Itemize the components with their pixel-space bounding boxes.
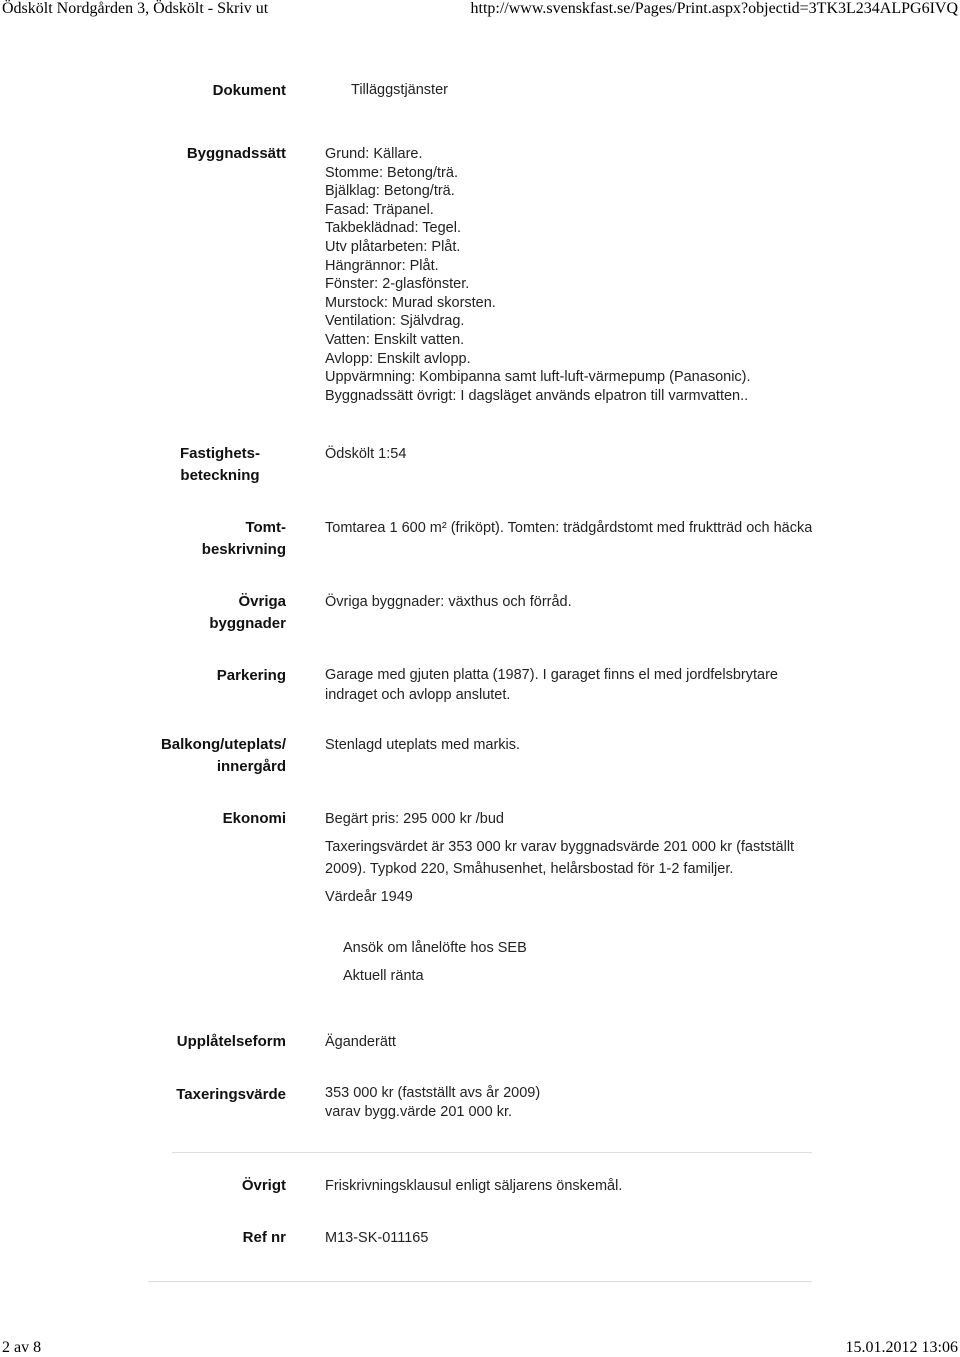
ovriga-byggnader-value: Övriga byggnader: växthus och förråd.	[325, 594, 572, 610]
byggnadssatt-line: Vatten: Enskilt vatten.	[325, 331, 465, 348]
byggnadssatt-line: Avlopp: Enskilt avlopp.	[325, 350, 471, 367]
label-ref-nr: Ref nr	[242, 1229, 286, 1246]
balkong-value: Stenlagd uteplats med markis.	[325, 737, 521, 753]
label-balkong: Balkong/uteplats/ innergård	[160, 736, 286, 775]
byggnadssatt-line: Takbeklädnad: Tegel.	[325, 220, 461, 237]
label-ekonomi: Ekonomi	[222, 810, 286, 827]
taxeringsvarde-line: 353 000 kr (fastställt avs år 2009)	[325, 1085, 541, 1101]
label-ovriga-byggnader: Övriga byggnader	[209, 593, 286, 632]
parkering-line: Garage med gjuten platta (1987). I garaget finns el med jordfelsbrytare	[325, 667, 778, 683]
ekonomi-details	[325, 808, 815, 908]
byggnadssatt-line: Stomme: Betong/trä.	[325, 164, 458, 181]
byggnadssatt-line: Grund: Källare.	[325, 146, 423, 162]
byggnadssatt-line: Uppvärmning: Kombipanna samt luft-luft-värmepump (Panasonic).	[325, 369, 751, 386]
parkering-line: indraget och avlopp anslutet.	[325, 687, 511, 703]
label-parkering: Parkering	[216, 667, 286, 684]
upplatelseform-value: Äganderätt	[325, 1034, 396, 1050]
taxeringsvarde-line: varav bygg.värde 201 000 kr.	[325, 1104, 513, 1120]
taxering-text: Taxeringsvärdet är 353 000 kr varav byggnadsvärde 201 000 kr (fastställt	[325, 839, 795, 855]
print-page-url: http://www.svenskfast.se/Pages/Print.aspx?objectid=3TK3L234ALPG6IVQ	[470, 0, 958, 17]
label-dokument: Dokument	[212, 82, 286, 99]
print-page-title: Ödskölt Nordgården 3, Ödskölt - Skriv ut	[2, 0, 269, 17]
fastighetsbeteckning-value: Ödsköl​t 1:54	[325, 446, 407, 462]
begart-pris: Begärt pris: 295 000 kr /bud	[325, 811, 504, 827]
divider	[148, 1281, 812, 1282]
vardear: Värdeår 1949	[325, 889, 413, 905]
ansok-lanelofte-link[interactable]: Ansök om lånelöfte hos SEB	[343, 940, 527, 956]
page-number: 2 av 8	[2, 1339, 42, 1356]
byggnadssatt-line: Hängrännor: Plåt.	[325, 257, 439, 274]
aktuell-ranta-link[interactable]: Aktuell ränta	[343, 968, 424, 984]
byggnadssatt-line: Murstock: Murad skorsten.	[325, 294, 496, 311]
label-fastighetsbeteckning: Fastighets- beteckning	[179, 445, 260, 484]
label-taxeringsvarde: Taxeringsvärde	[176, 1086, 286, 1103]
byggnadssatt-line: Byggnadssätt övrigt: I dagsläget används elpatron till varmvatten..	[325, 387, 749, 404]
label-upplatelseform: Upplåtelseform	[176, 1033, 286, 1050]
byggnadssatt-line: Bjälklag: Betong/trä.	[325, 183, 455, 200]
label-tomtbeskrivning: Tomt- beskrivning	[201, 519, 286, 558]
byggnadssatt-line: Utv plåtarbeten: Plåt.	[325, 238, 461, 255]
label-byggnadssatt: Byggnadssätt	[186, 145, 286, 162]
byggnadssatt-list	[325, 145, 815, 405]
ref-nr-value: M13-SK-011165	[325, 1230, 429, 1246]
ekonomi-links	[343, 934, 833, 990]
tomtbeskrivning-value: Tomtarea 1 600 m² (friköpt). Tomten: trädgårdstomt med fruktträd och häcka	[325, 520, 812, 536]
ovrigt-value: Friskrivningsklausul enligt säljarens önskemål.	[325, 1178, 623, 1194]
taxering-text: 2009). Typkod 220, Småhusenhet, helårsbostad för 1-2 familjer.	[325, 861, 734, 877]
divider	[172, 1152, 812, 1153]
byggnadssatt-line: Ventilation: Självdrag.	[325, 313, 465, 330]
byggnadssatt-line: Fönster: 2-glasfönster.	[325, 276, 470, 293]
print-datetime: 15.01.2012 13:06	[845, 1339, 958, 1356]
byggnadssatt-line: Fasad: Träpanel.	[325, 201, 434, 218]
tillaggstjanster-link[interactable]: Tilläggstjänster	[351, 82, 448, 98]
label-ovrigt: Övrigt	[241, 1177, 286, 1194]
